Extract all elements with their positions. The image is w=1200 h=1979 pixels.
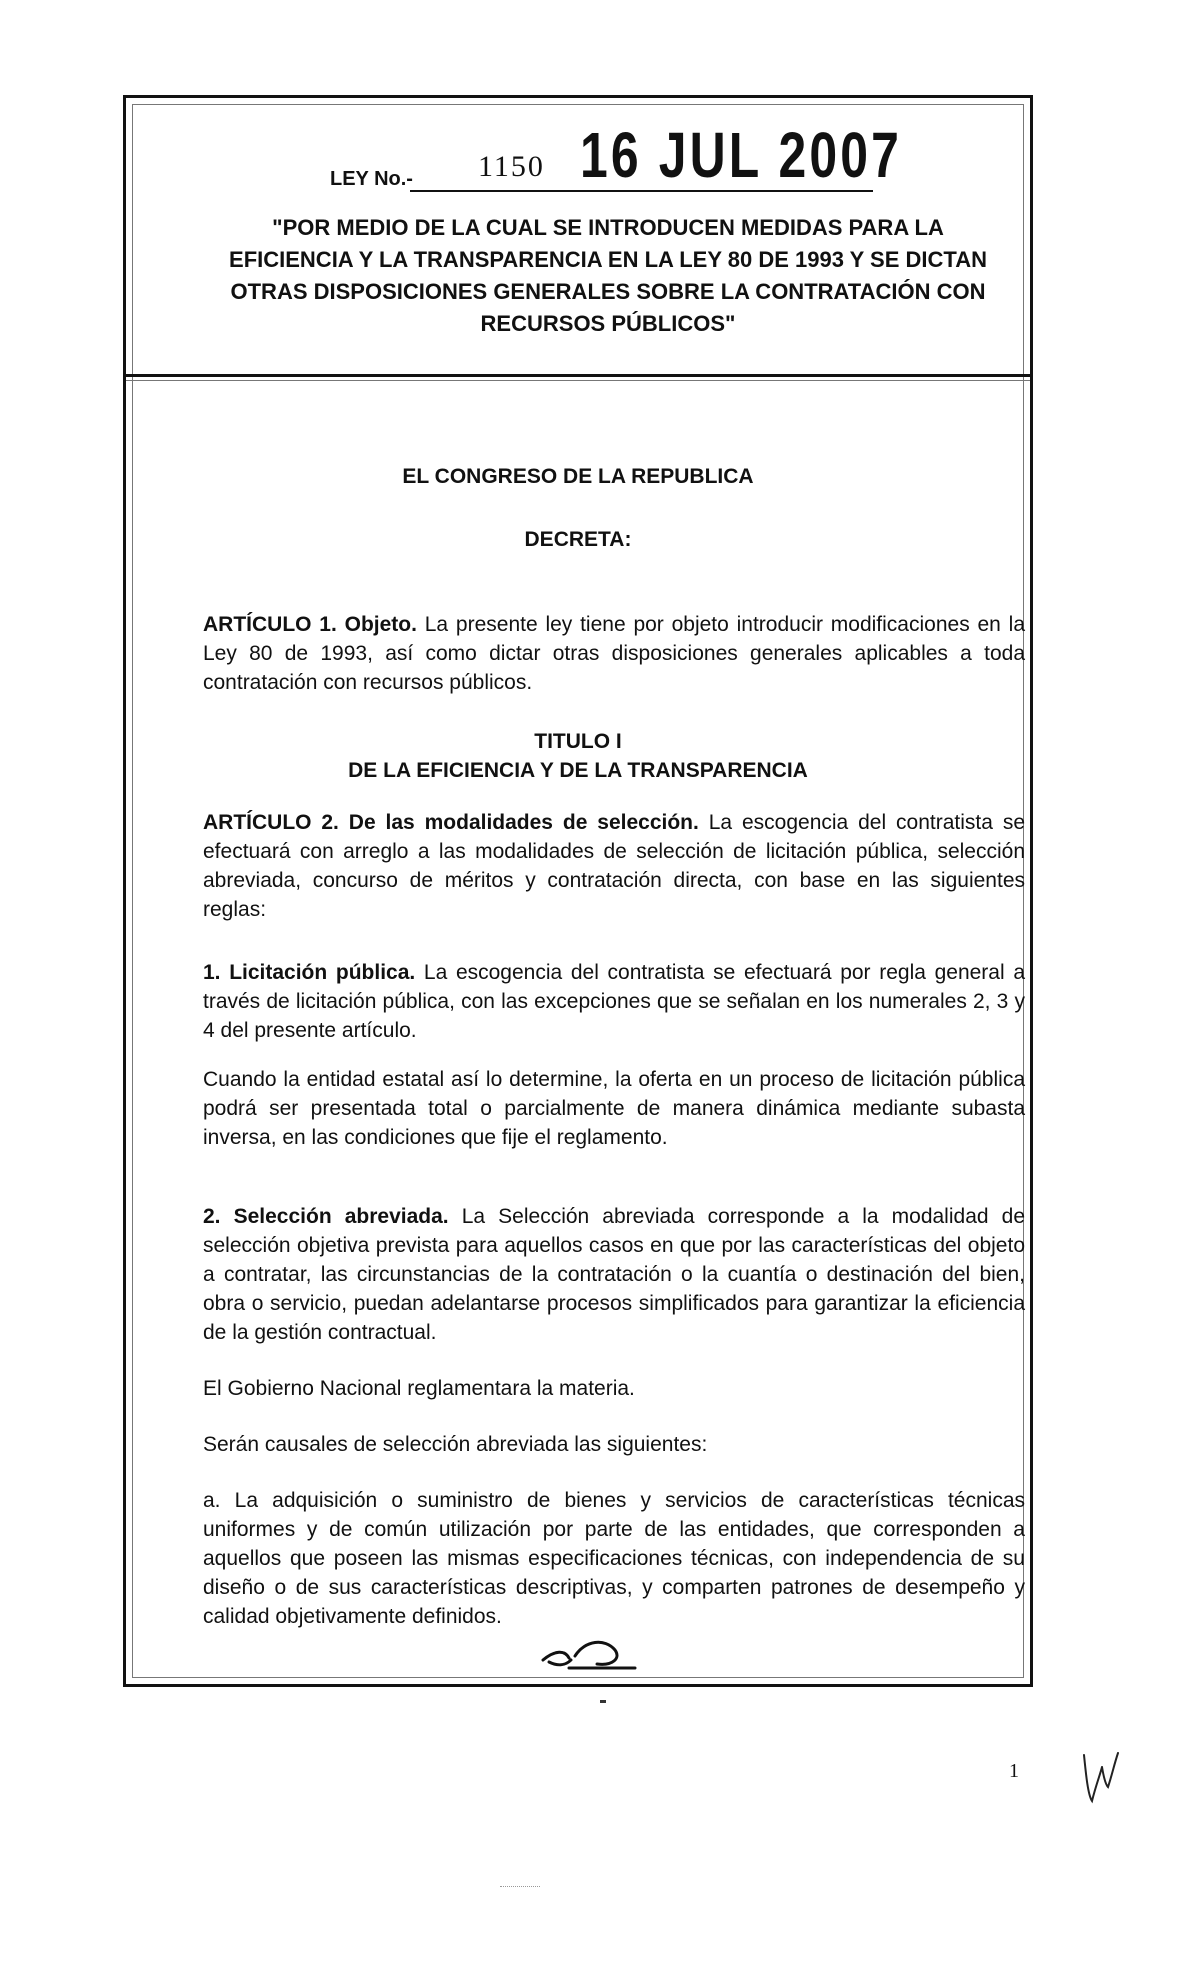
law-number: 1150 [478,150,545,183]
titulo-heading [123,727,1033,785]
article-2 [203,808,1025,924]
signature-mark [535,1620,645,1680]
item-1-text: La escogencia del contratista se efectuará por regla general a través de licitación pública, con las excepciones que se señalan en los numerales 2, 3 y 4 del presente artículo. [203,961,1025,1042]
item-1-licitacion [203,958,1025,1045]
law-number-row [205,108,903,191]
item-2-seleccion-abreviada [203,1202,1025,1347]
law-title: "POR MEDIO DE LA CUAL SE INTRODUCEN MEDIDAS PARA LA EFICIENCIA Y LA TRANSPARENCIA EN LA LEY 80 DE 1993 Y SE DICTAN OTRAS DISPOSICIONES GENERALES SOBRE LA CONTRATACIÓN CON RECURSOS PÚBLICOS" [229,215,987,336]
item-1-paragraph-2: Cuando la entidad estatal así lo determine, la oferta en un proceso de licitación pública podrá ser presentada total o parcialmente de manera dinámica mediante subasta inversa, en las condiciones que fije el reglamento. [203,1068,1025,1149]
initials-mark [1078,1745,1128,1805]
page-number: 1 [1009,1760,1019,1782]
decreta-heading: DECRETA: [524,528,632,551]
gobierno-paragraph: El Gobierno Nacional reglamentara la materia. [203,1377,635,1400]
item-1-heading: 1. Licitación pública. [203,961,416,984]
header-separator-thin [126,380,1030,381]
article-2-heading: ARTÍCULO 2. De las modalidades de selección. [203,811,699,834]
item-a-paragraph: a. La adquisición o suministro de bienes y servicios de características técnicas uniformes y de común utilización por parte de las entidades, que corresponden a aquellos que poseen las mismas especificaciones técnicas, con independencia de su diseño o de sus características descriptivas, y comparten patrones de desempeño y calidad objetivamente definidos. [203,1489,1025,1628]
titulo-line-2: DE LA EFICIENCIA Y DE LA TRANSPARENCIA [348,759,808,782]
article-1-text: La presente ley tiene por objeto introducir modificaciones en la Ley 80 de 1993, así como dictar otras disposiciones generales aplicables a toda contratación con recursos públicos. [203,613,1026,694]
law-label: LEY No.- [330,168,413,190]
date-stamp: 16 JUL 2007 [580,119,903,191]
item-2-heading: 2. Selección abreviada. [203,1205,449,1228]
article-1-heading: ARTÍCULO 1. Objeto. [203,613,417,636]
item-2-text: La Selección abreviada corresponde a la modalidad de selección objetiva prevista para aquellos casos en que por las características del objeto a contratar, las circunstancias de la contratación o la cuantía o destinación del bien, obra o servicio, puedan adelantarse procesos simplificados para garantizar la eficiencia de la gestión contractual. [203,1205,1025,1344]
titulo-line-1: TITULO I [534,730,622,753]
issuer-heading: EL CONGRESO DE LA REPUBLICA [402,465,754,488]
article-1 [203,610,1025,697]
causales-paragraph: Serán causales de selección abreviada las siguientes: [203,1433,708,1456]
dash-mark [600,1700,606,1703]
scan-artifact [500,1886,540,1887]
header-separator [126,374,1030,377]
article-2-text: La escogencia del contratista se efectuará con arreglo a las modalidades de selección de licitación pública, selección abreviada, concurso de méritos y contratación directa, con base en las siguientes reglas: [203,811,1025,921]
